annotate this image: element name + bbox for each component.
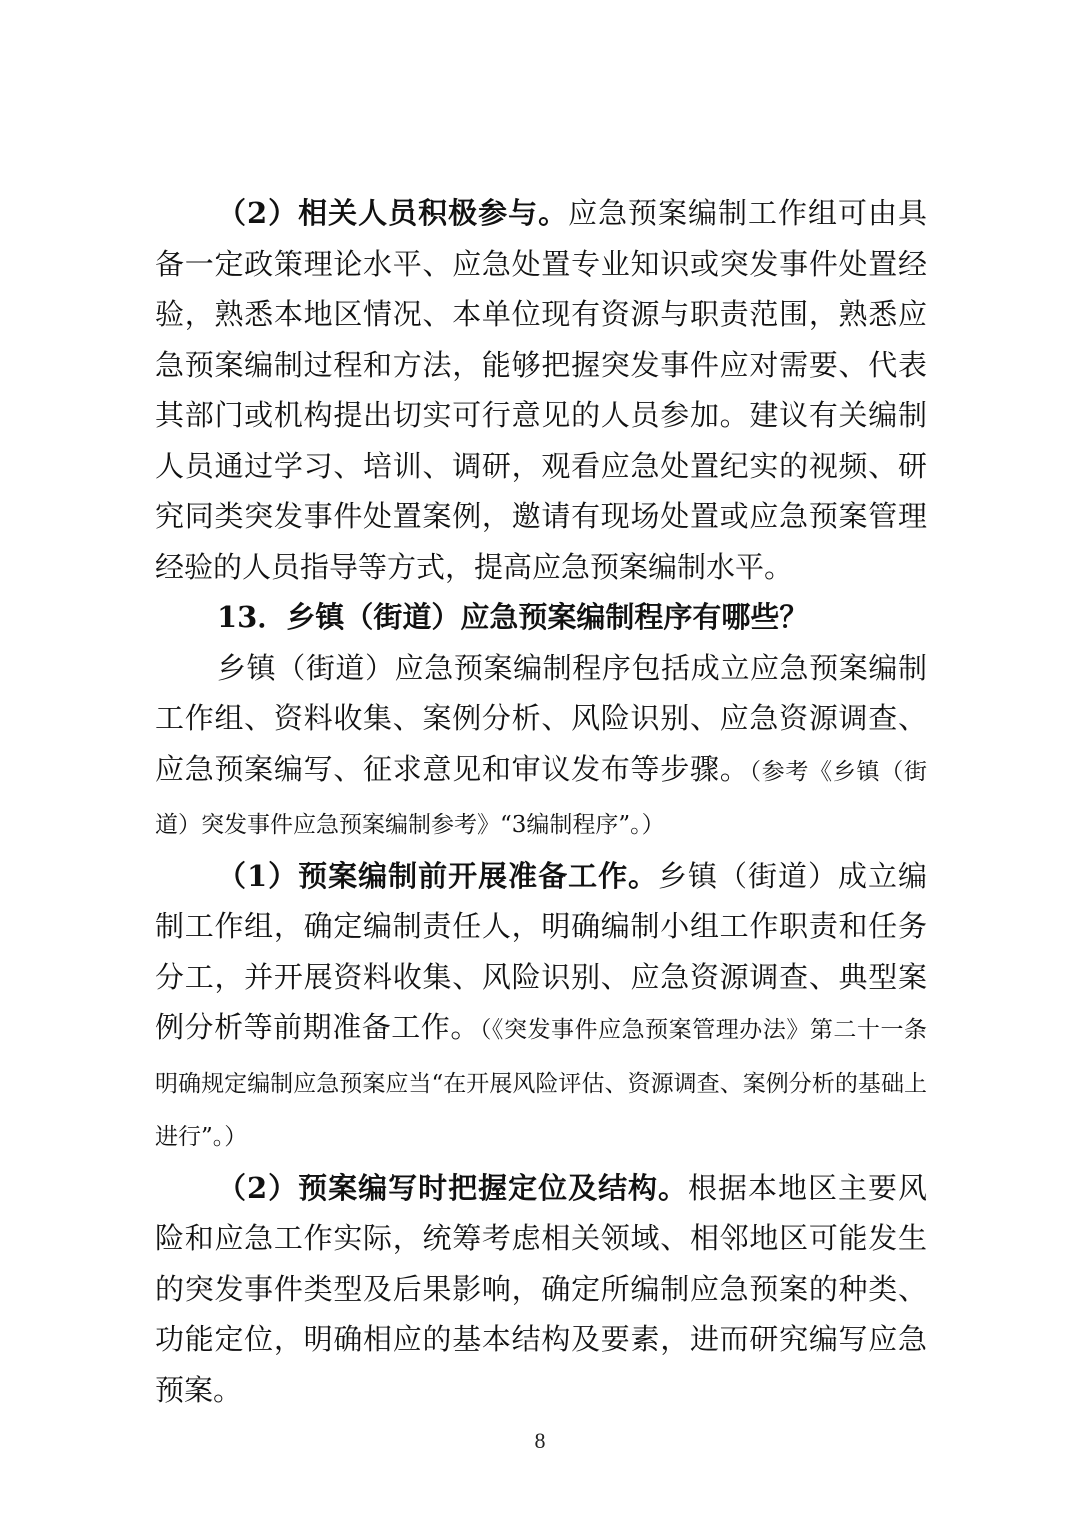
paragraph-text: 乡镇（街道）成立编制工作组，确定编制责任人，明确编制小组工作职责和任务分工，并开展资料收集、风险识别、应急资源调查、典型案例分析等前期准备工作。 xyxy=(155,858,927,1044)
page-content xyxy=(155,188,927,1415)
paragraph-positioning xyxy=(155,1163,927,1416)
paragraph-lead: （1）预案编制前开展准备工作。 xyxy=(217,858,659,893)
paragraph-text: 根据本地区主要风险和应急工作实际，统筹考虑相关领域、相邻地区可能发生的突发事件类型及后果影响，确定所编制应急预案的种类、功能定位，明确相应的基本结构及要素，进而研究编写应急预案。 xyxy=(155,1170,927,1407)
heading-text: 13．乡镇（街道）应急预案编制程序有哪些？ xyxy=(217,600,809,634)
paragraph-procedure xyxy=(155,643,927,851)
paragraph-preparation xyxy=(155,851,927,1163)
paragraph-lead: （2）预案编写时把握定位及结构。 xyxy=(217,1170,689,1205)
paragraph-text: 应急预案编制工作组可由具备一定政策理论水平、应急处置专业知识或突发事件处置经验，熟悉本地区情况、本单位现有资源与职责范围，熟悉应急预案编制过程和方法，能够把握突发事件应对需要、代表其部门或机构提出切实可行意见的人员参加。建议有关编制人员通过学习、培训、调研，观看应急处置纪实的视频、研究同类突发事件处置案例，邀请有现场处置或应急预案管理经验的人员指导等方式，提高应急预案编制水平。 xyxy=(155,196,927,584)
reference-note: （《突发事件应急预案管理办法》第二十一条明确规定编制应急预案应当“在开展风险评估、资源调查、案例分析的基础上进行”。） xyxy=(155,1017,927,1150)
paragraph-lead: （2）相关人员积极参与。 xyxy=(217,196,569,230)
reference-note: （参考《乡镇（街道）突发事件应急预案编制参考》“3编制程序”。） xyxy=(155,758,927,838)
section-heading-13 xyxy=(155,592,927,643)
page-number: 8 xyxy=(534,1428,546,1453)
paragraph-text: 乡镇（街道）应急预案编制程序包括成立应急预案编制工作组、资料收集、案例分析、风险识别、应急资源调查、应急预案编写、征求意见和审议发布等步骤。 xyxy=(155,650,927,786)
paragraph-personnel-participation xyxy=(155,188,927,592)
